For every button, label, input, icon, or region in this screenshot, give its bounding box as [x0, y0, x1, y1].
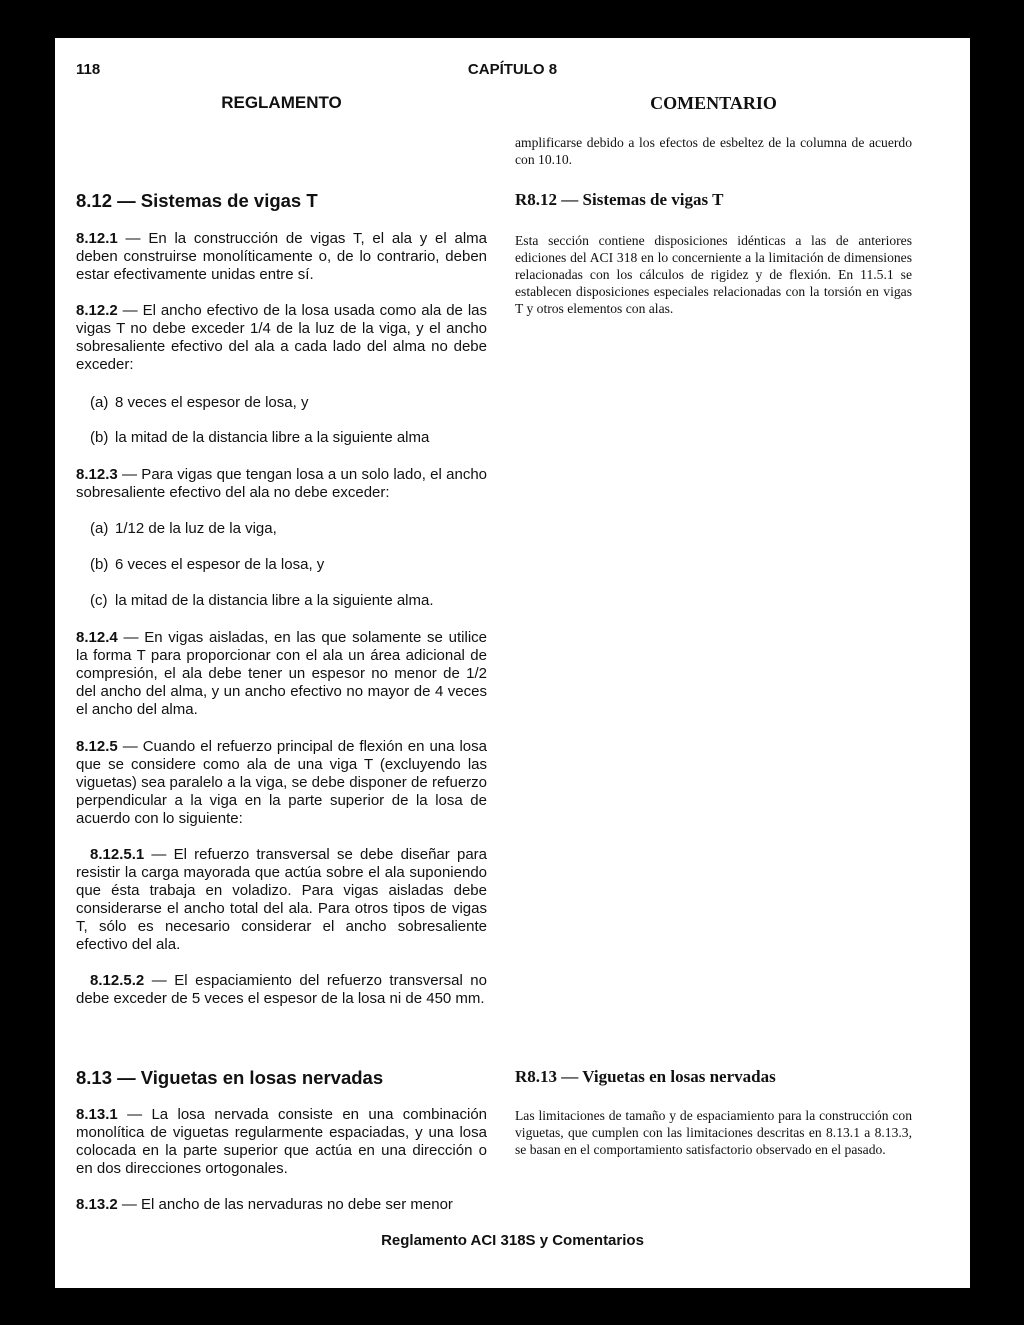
page-footer: Reglamento ACI 318S y Comentarios: [381, 1232, 644, 1249]
clause-text: — En la construcción de vigas T, el ala y el alma deben construirse monolíticamente o, de lo contrario, deben estar efectivamente unidas entre sí.: [76, 230, 487, 283]
clause-number: 8.12.5.2: [90, 972, 145, 989]
clause-8-13-1: [76, 1106, 487, 1178]
section-heading-8-12: 8.12 — Sistemas de vigas T: [76, 190, 318, 211]
clause-8-12-2: [76, 302, 487, 374]
item-text: 1/12 de la luz de la viga,: [115, 520, 277, 537]
section-heading-r8-12: R8.12 — Sistemas de vigas T: [515, 190, 724, 209]
clause-text: — El refuerzo transversal se debe diseñar para resistir la carga mayorada que actúa sobre el ala suponiendo que ésta trabaja en voladizo. Para vigas aisladas debe considerarse el ancho total del ala. Para otros tipos de vigas T, sólo es necesario considerar el ancho sobresaliente efectivo del ala.: [76, 846, 487, 953]
section-heading-r8-13: R8.13 — Viguetas en losas nervadas: [515, 1067, 776, 1086]
list-item: [90, 520, 487, 538]
chapter-title: CAPÍTULO 8: [467, 61, 558, 78]
clause-8-12-5-2: [76, 972, 487, 1008]
list-item: [90, 592, 487, 610]
clause-text: — El espaciamiento del refuerzo transversal no debe exceder de 5 veces el espesor de la losa ni de 450 mm.: [76, 972, 487, 1007]
clause-number: 8.12.3: [76, 466, 118, 483]
item-label: (b): [90, 556, 109, 573]
commentary-r8-13: Las limitaciones de tamaño y de espaciamiento para la construcción con viguetas, que cumplen con las limitaciones descritas en 8.13.1 a 8.13.3, se basan en el comportamiento satisfactorio observado en el pasado.: [515, 1108, 912, 1157]
list-item: [90, 394, 487, 412]
item-label: (a): [90, 394, 109, 411]
clause-text: — Para vigas que tengan losa a un solo lado, el ancho sobresaliente efectivo del ala no debe exceder:: [76, 466, 487, 501]
item-text: 6 veces el espesor de la losa, y: [115, 556, 325, 573]
item-text: 8 veces el espesor de losa, y: [115, 394, 309, 411]
column-heading-right: COMENTARIO: [650, 93, 777, 113]
commentary-r8-12: Esta sección contiene disposiciones idénticas a las de anteriores ediciones del ACI 318 en lo concerniente a la limitación de dimensiones relacionadas con los cálculos de rigidez y de flexión. En 11.5.1 se establecen disposiciones especiales relacionadas con la torsión en vigas T y otros elementos con alas.: [515, 233, 912, 316]
clause-8-13-2: [76, 1196, 487, 1214]
item-label: (c): [90, 592, 108, 609]
column-heading-left: REGLAMENTO: [221, 93, 342, 112]
clause-8-12-4: [76, 629, 487, 719]
clause-text: — El ancho efectivo de la losa usada como ala de las vigas T no debe exceder 1/4 de la luz de la viga, y el ancho sobresaliente efectivo del ala a cada lado del alma no debe exceder:: [76, 302, 487, 373]
clause-number: 8.12.2: [76, 302, 118, 319]
item-label: (b): [90, 429, 109, 446]
list-item: [90, 556, 487, 574]
clause-number: 8.12.1: [76, 230, 118, 247]
list-item: [90, 429, 487, 447]
item-label: (a): [90, 520, 109, 537]
clause-text: — Cuando el refuerzo principal de flexión en una losa que se considere como ala de una viga T (excluyendo las viguetas) sea paralelo a la viga, se debe disponer de refuerzo perpendicular a la viga en la parte superior de la losa de acuerdo con lo siguiente:: [76, 738, 487, 827]
clause-8-12-5-1: [76, 846, 487, 954]
section-heading-8-13: 8.13 — Viguetas en losas nervadas: [76, 1067, 384, 1088]
commentary-continuation: amplificarse debido a los efectos de esbeltez de la columna de acuerdo con 10.10.: [515, 135, 912, 167]
clause-number: 8.12.5.1: [90, 846, 145, 863]
clause-8-12-5: [76, 738, 487, 828]
page-number: 118: [76, 61, 101, 78]
clause-8-12-3: [76, 466, 487, 502]
item-text: la mitad de la distancia libre a la siguiente alma: [115, 429, 430, 446]
clause-number: 8.12.5: [76, 738, 118, 755]
clause-text: — El ancho de las nervaduras no debe ser menor: [117, 1196, 453, 1213]
clause-text: — En vigas aisladas, en las que solamente se utilice la forma T para proporcionar con el ala un área adicional de compresión, el ala debe tener un espesor no menor de 1/2 del ancho del alma, y un ancho efectivo no mayor de 4 veces el ancho del alma.: [76, 629, 487, 718]
clause-8-12-1: [76, 230, 487, 284]
item-text: la mitad de la distancia libre a la siguiente alma.: [115, 592, 434, 609]
clause-number: 8.13.2: [76, 1196, 118, 1213]
clause-number: 8.12.4: [76, 629, 118, 646]
document-page: [55, 38, 970, 1288]
clause-text: — La losa nervada consiste en una combinación monolítica de viguetas regularmente espaciadas, y una losa colocada en la parte superior que actúa en una dirección o en dos direcciones ortogonales.: [76, 1106, 487, 1177]
clause-number: 8.13.1: [76, 1106, 118, 1123]
